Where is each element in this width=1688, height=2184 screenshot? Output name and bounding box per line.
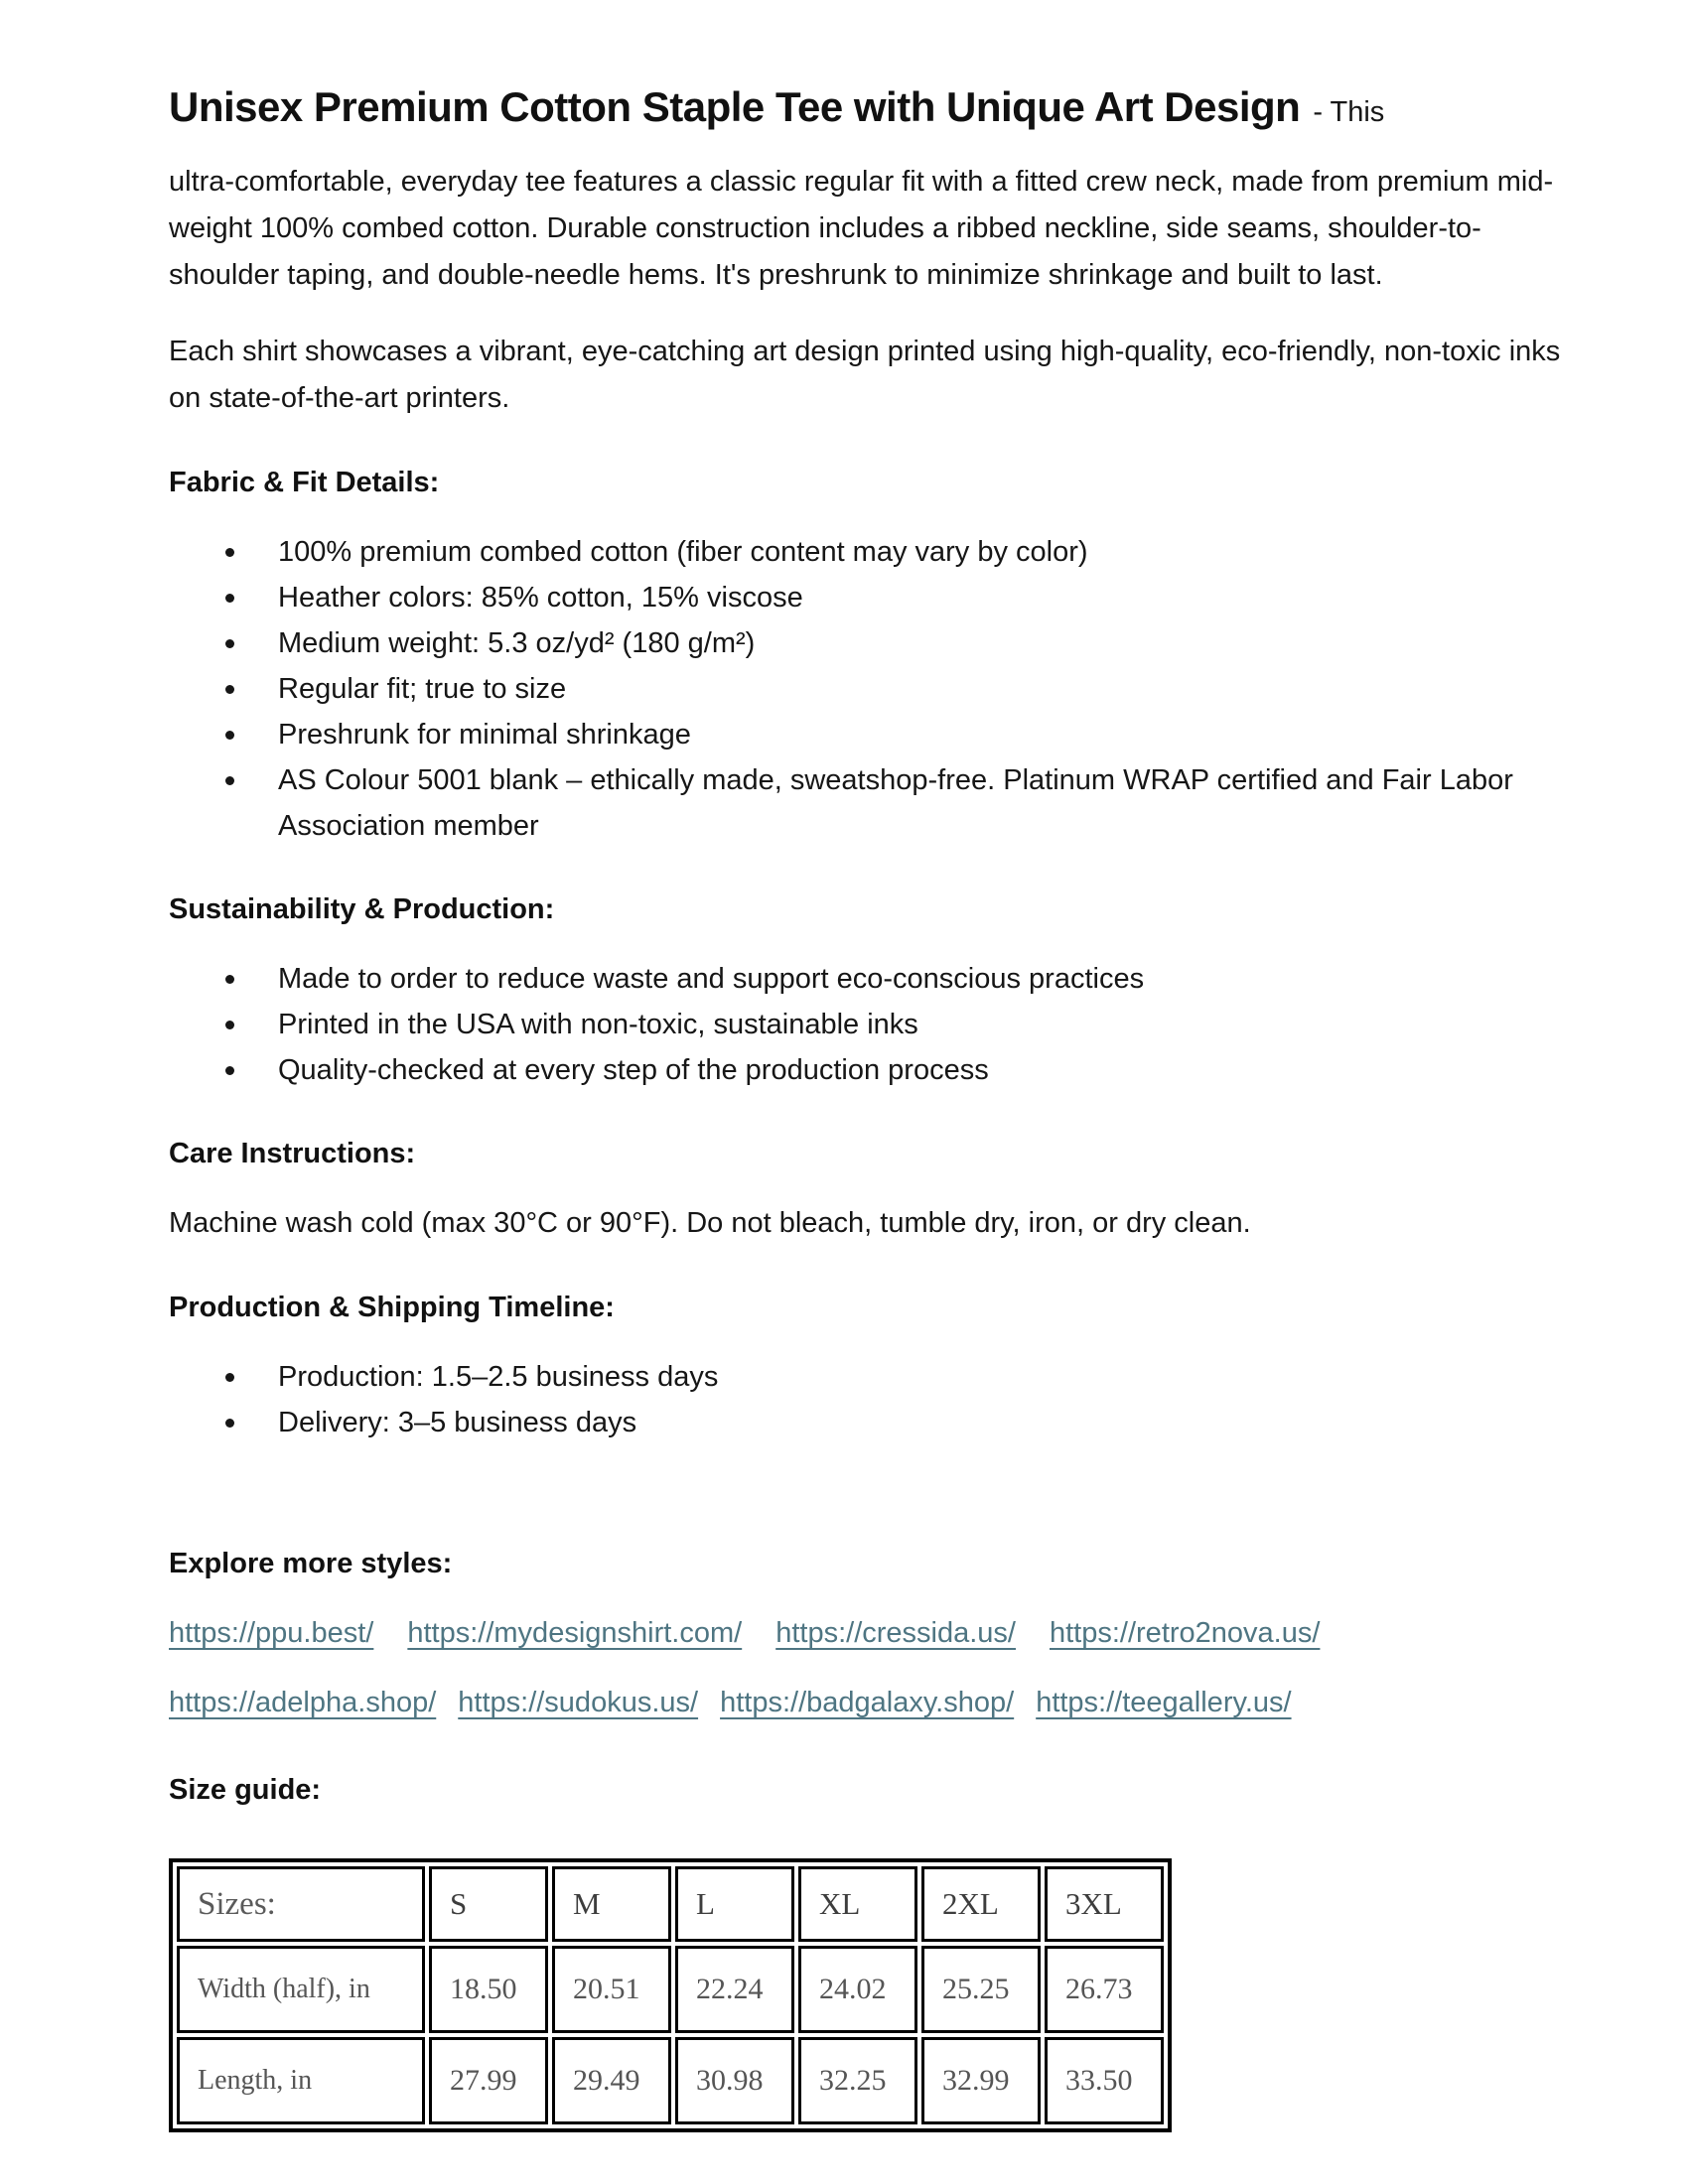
sustainability-bullet-list <box>169 956 1589 1093</box>
intro-paragraph-2: Each shirt showcases a vibrant, eye-catching art design printed using high-quality, eco-friendly, non-toxic inks on state-of-the-art printers. <box>169 336 1561 414</box>
bullet-item: Printed in the USA with non-toxic, sustainable inks <box>169 1002 1589 1047</box>
shipping-bullet-list <box>169 1354 1589 1445</box>
table-cell: 30.98 <box>675 2037 794 2124</box>
bullet-item: AS Colour 5001 blank – ethically made, sweatshop-free. Platinum WRAP certified and Fair Labor Association member <box>169 757 1589 849</box>
table-cell: 33.50 <box>1045 2037 1164 2124</box>
table-header-row <box>177 1866 1164 1942</box>
table-cell: 26.73 <box>1045 1946 1164 2033</box>
table-cell: 22.24 <box>675 1946 794 2033</box>
page-title-suffix: - This <box>1313 96 1385 128</box>
table-cell: 27.99 <box>429 2037 548 2124</box>
table-header-cell: S <box>429 1866 548 1942</box>
section-heading-explore: Explore more styles: <box>169 1548 453 1579</box>
table-cell: 32.99 <box>921 2037 1041 2124</box>
table-cell: 24.02 <box>798 1946 917 2033</box>
link-badgalaxy[interactable]: https://badgalaxy.shop/ <box>720 1687 1015 1718</box>
bullet-item: Regular fit; true to size <box>169 666 1589 712</box>
link-retro2nova[interactable]: https://retro2nova.us/ <box>1049 1617 1321 1649</box>
link-adelpha[interactable]: https://adelpha.shop/ <box>169 1687 437 1718</box>
table-cell: Length, in <box>177 2037 425 2124</box>
links-row-2 <box>169 1680 1589 1725</box>
links-row-1 <box>169 1610 1589 1656</box>
table-cell: 20.51 <box>552 1946 671 2033</box>
link-teegallery[interactable]: https://teegallery.us/ <box>1036 1687 1292 1718</box>
table-cell: 25.25 <box>921 1946 1041 2033</box>
section-heading-size-guide: Size guide: <box>169 1774 322 1806</box>
table-header-cell: Sizes: <box>177 1866 425 1942</box>
link-cressida[interactable]: https://cressida.us/ <box>775 1617 1016 1649</box>
section-heading-shipping: Production & Shipping Timeline: <box>169 1292 615 1323</box>
table-cell: 18.50 <box>429 1946 548 2033</box>
link-mydesignshirt[interactable]: https://mydesignshirt.com/ <box>407 1617 743 1649</box>
table-header-cell: 3XL <box>1045 1866 1164 1942</box>
table-header-cell: L <box>675 1866 794 1942</box>
bullet-item: Delivery: 3–5 business days <box>169 1400 1589 1445</box>
table-cell: 32.25 <box>798 2037 917 2124</box>
bullet-item: Preshrunk for minimal shrinkage <box>169 712 1589 757</box>
size-guide-table <box>169 1858 1172 2132</box>
table-header-cell: M <box>552 1866 671 1942</box>
page-title <box>169 79 1589 145</box>
table-header-cell: 2XL <box>921 1866 1041 1942</box>
section-heading-sustainability: Sustainability & Production: <box>169 893 555 925</box>
section-heading-fabric: Fabric & Fit Details: <box>169 467 440 498</box>
bullet-item: Heather colors: 85% cotton, 15% viscose <box>169 575 1589 620</box>
bullet-item: Production: 1.5–2.5 business days <box>169 1354 1589 1400</box>
intro-paragraph-1: ultra-comfortable, everyday tee features a classic regular fit with a fitted crew neck, made from premium mid-weight 100% combed cotton. Durable construction includes a ribbed neckline, side seams, shoulder-to-shoulder taping, and double-needle hems. It's preshrunk to minimize shrinkage and built to last. <box>169 166 1554 291</box>
bullet-item: Made to order to reduce waste and support eco-conscious practices <box>169 956 1589 1002</box>
table-cell: Width (half), in <box>177 1946 425 2033</box>
link-sudokus[interactable]: https://sudokus.us/ <box>458 1687 699 1718</box>
page-title-bold: Unisex Premium Cotton Staple Tee with Unique Art Design <box>169 83 1301 130</box>
table-cell: 29.49 <box>552 2037 671 2124</box>
fabric-bullet-list <box>169 529 1589 849</box>
table-row-width <box>177 1946 1164 2033</box>
table-header-cell: XL <box>798 1866 917 1942</box>
bullet-item: Medium weight: 5.3 oz/yd² (180 g/m²) <box>169 620 1589 666</box>
care-paragraph: Machine wash cold (max 30°C or 90°F). Do not bleach, tumble dry, iron, or dry clean. <box>169 1207 1251 1239</box>
section-heading-care: Care Instructions: <box>169 1138 416 1169</box>
table-row-length <box>177 2037 1164 2124</box>
bullet-item: Quality-checked at every step of the production process <box>169 1047 1589 1093</box>
link-ppu-best[interactable]: https://ppu.best/ <box>169 1617 374 1649</box>
bullet-item: 100% premium combed cotton (fiber content may vary by color) <box>169 529 1589 575</box>
